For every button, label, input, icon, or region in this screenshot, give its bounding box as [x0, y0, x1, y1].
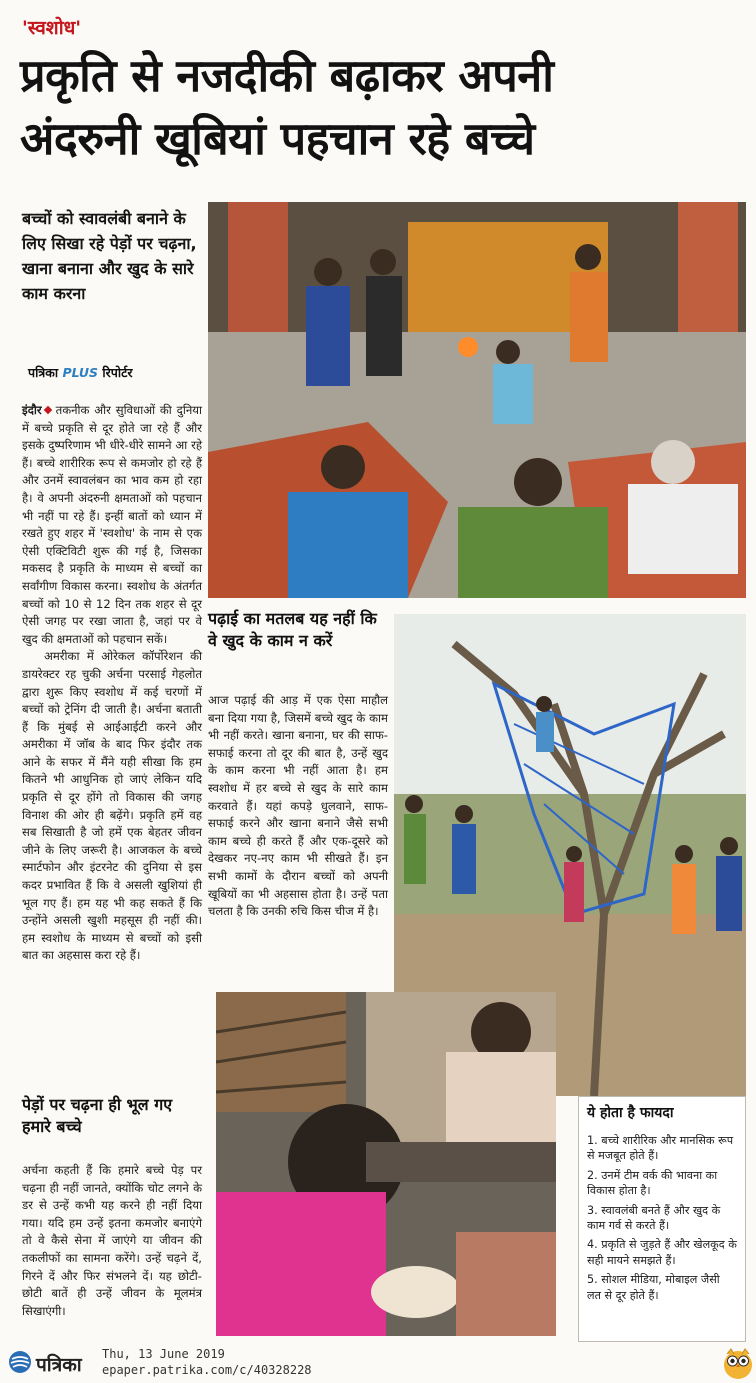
benefit-item: 3. स्वावलंबी बनते हैं और खुद के काम गर्व से करते हैं।: [587, 1203, 721, 1233]
benefits-title: ये होता है फायदा: [587, 1105, 674, 1121]
benefits-list: [587, 1133, 737, 1303]
footer: [0, 1343, 756, 1383]
byline-prefix: पत्रिका: [28, 365, 59, 380]
left-column-body: [22, 402, 202, 965]
footer-url[interactable]: epaper.patrika.com/c/40328228: [102, 1363, 312, 1377]
photo-making-roti: [216, 992, 556, 1336]
benefits-box: [578, 1096, 746, 1342]
deck: बच्चों को स्वावलंबी बनाने के लिए सिखा रहे पेड़ों पर चढ़ना, खाना बनाना और खुद के सारे काम करना: [22, 209, 197, 303]
paragraph-text: तकनीक और सुविधाओं की दुनिया में बच्चे प्रकृति से दूर होते जा रहे हैं और इसके दुष्परिणाम भी धीरे-धीरे सामने आ रहे हैं। बच्चे शारीरिक रूप से कमजोर हो रहे हैं और उनमें स्वावलंबन का भाव कम हो रहा है। वे अपनी अंदरुनी क्षमताओं को पहचान भी नहीं पा रहे हैं। इन्हीं बातों को ध्यान में रखते हुए शहर में 'स्वशोध' के नाम से एक ऐसी एक्टिविटी शुरू की गई है, जिसका मकसद है प्रकृति के माध्यम से बच्चों का सर्वांगीण विकास करना। स्वशोध के अंतर्गत बच्चों को 10 से 12 दिन तक शहर से दूर ऐसी जगह पर रखा जाता है, जहां पर वे खुद की क्षमताओं को पहचान सकें।: [22, 403, 202, 646]
benefit-item: 2. उनमें टीम वर्क की भावना का विकास होता है।: [587, 1168, 718, 1198]
headline-line-2: अंदरुनी खूबियां पहचान रहे बच्चे: [20, 112, 535, 165]
section-tag: 'स्वशोध': [22, 17, 82, 39]
dateline: इंदौर: [22, 403, 42, 417]
footer-date: Thu, 13 June 2019: [102, 1347, 225, 1361]
tree-section-body: अर्चना कहती हैं कि हमारे बच्चे पेड़ पर चढ़ना ही नहीं जानते, क्योंकि चोट लगने के डर से उन्हें कभी यह करने ही नहीं दिया गया। यदि हम उन्हें इतना कमजोर बनाएंगे तो वे कैसे सेना में जाएंगे या जीवन की तकलीफों का सामना करेंगे। उन्हें चढ़ने दें, गिरने दें और फिर संभलने दें। यह छोटी-छोटी बातें ही उन्हें जीवन के मूलमंत्र सिखाएंगी।: [22, 1163, 202, 1318]
owl-mascot-icon: [722, 1346, 754, 1380]
paragraph: [22, 402, 202, 648]
dateline-diamond-icon: [43, 406, 51, 414]
patrika-globe-icon: [8, 1350, 32, 1374]
benefit-item: 5. सोशल मीडिया, मोबाइल जैसी लत से दूर होते हैं।: [587, 1273, 720, 1302]
photo-cooking-group: [208, 202, 746, 598]
byline-plus: PLUS: [62, 365, 99, 380]
benefit-item: 1. बच्चे शारीरिक और मानसिक रूप से मजबूत होते हैं।: [587, 1134, 734, 1163]
headline: [20, 44, 740, 170]
tree-section-heading: पेड़ों पर चढ़ना ही भूल गए हमारे बच्चे: [22, 1095, 173, 1136]
paragraph: अमरीका में ओरेकल कॉर्पोरेशन की डायरेक्टर रह चुकी अर्चना परसाई गेहलोत द्वारा शुरू किए स्वशोध में कई चरणों में बच्चों को ट्रेनिंग दी जाती है। अर्चना बताती हैं कि मुंबई से आईआईटी करने और अमरीका में जॉब के बाद फिर इंदौर तक आने के सफर में मैंने यही सीखा कि हम कितने भी आधुनिक हो जाएं लेकिन यदि प्रकृति से दूर होंगे तो विकास की जगह विनाश की ओर ही बढ़ेंगे। प्रकृति हमें वह सब सिखाती है जो हमें एक बेहतर जीवन जीने के लिए जरूरी है। आजकल के बच्चे स्मार्टफोन और इंटरनेट की दुनिया से इस कदर प्रभावित हैं कि वे असली खुशियां ही भूल गए हैं। हम यह भी कह सकते हैं कि उन्होंने असली खुशी महसूस ही नहीं की। हम स्वशोध के माध्यम से बच्चों को इसी बात का अहसास करा रहे हैं।: [22, 649, 202, 963]
byline: [28, 364, 133, 381]
headline-line-1: प्रकृति से नजदीकी बढ़ाकर अपनी: [20, 49, 554, 102]
byline-suffix: रिपोर्टर: [102, 365, 133, 380]
benefit-item: 4. प्रकृति से जुड़ते हैं और खेलकूद के सही मायने समझते हैं।: [587, 1238, 737, 1267]
study-section-body: आज पढ़ाई की आड़ में एक ऐसा माहौल बना दिया गया है, जिसमें बच्चे खुद के काम भी नहीं करते। खाना बनाना, घर की साफ-सफाई करना तो दूर की बात है, उन्हें खुद के काम करना भी नहीं आता है। हम स्वशोध में हर बच्चे से खुद के सारे काम करवाते हैं। यहां कपड़े धुलवाने, साफ-सफाई करने और खाना बनाने जैसे सभी काम बच्चे ही करते हैं और एक-दूसरे को देखकर नए-नए काम भी सीखते हैं। इन सभी कामों के दौरान बच्चों को अपनी खूबियों का भी अहसास होता है। उन्हें पता चलता है कि उनकी रुचि किस चीज में है।: [208, 693, 388, 919]
footer-logo: पत्रिका: [36, 1354, 82, 1376]
study-section-heading: पढ़ाई का मतलब यह नहीं कि वे खुद के काम न करें: [208, 609, 377, 650]
